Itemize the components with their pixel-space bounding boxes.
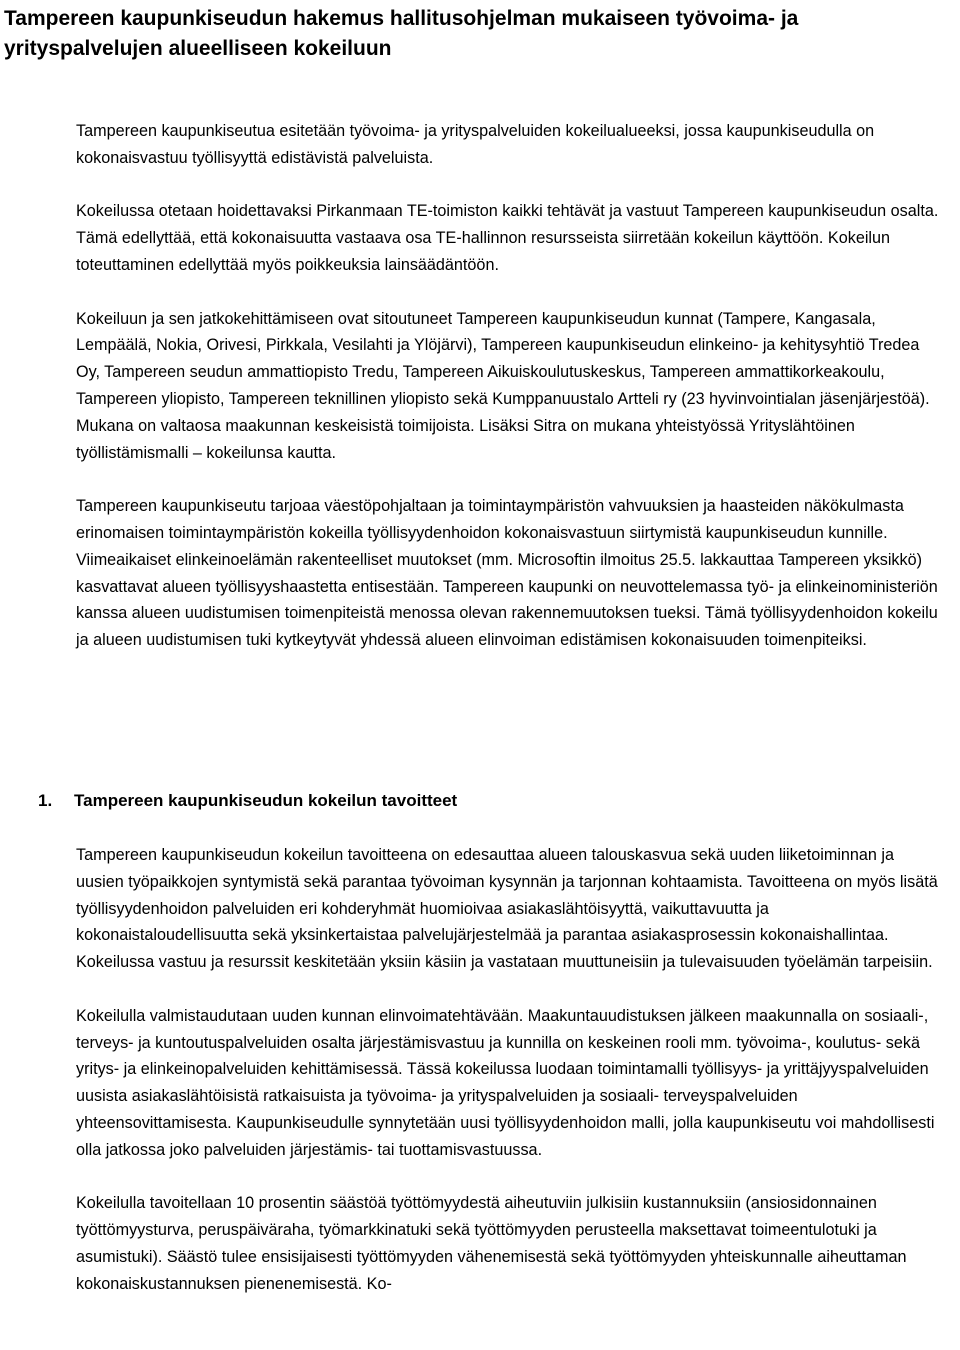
- section-title: Tampereen kaupunkiseudun kokeilun tavoitteet: [74, 791, 458, 810]
- paragraph: Kokeilulla tavoitellaan 10 prosentin säästöä työttömyydestä aiheutuviin julkisiin kustannuksiin (ansiosidonnainen työttömyysturva, peruspäiväraha, työmarkkinatuki sekä työttömyyden perusteella maksettavat toimeentulotuki ja asumistuki). Säästö tulee ensisijaisesti työttömyyden vähenemisestä sekä työttömyyden yhteiskunnalle aiheuttaman kokonaiskustannuksen pienenemisestä. Ko-: [76, 1194, 907, 1293]
- paragraph: Kokeilulla valmistaudutaan uuden kunnan elinvoimatehtävään. Maakuntauudistuksen jälkeen maakunnalla on sosiaali-, terveys- ja kuntoutuspalveluiden osalta järjestämisvastuu ja kunnilla on keskeinen rooli mm. työvoima-, koulutus- sekä yritys- ja elinkeinopalveluiden kehittämisessä. Tässä kokeilussa luodaan toimintamalli työllisyys- ja yrittäjyyspalveluiden uusista asiakaslähtöisistä ratkaisuista ja työvoima- ja yrityspalveluiden ja sosiaali- terveyspalveluiden yhteensovittamisesta. Kaupunkiseudulle synnytetään uusi työllisyydenhoidon malli, jolla kaupunkiseutu voi mahdollisesti olla jatkossa joko palveluiden järjestämis- tai tuottamisvastuussa.: [76, 1006, 935, 1159]
- paragraph: Kokeilussa otetaan hoidettavaksi Pirkanmaan TE-toimiston kaikki tehtävät ja vastuut Tampereen kaupunkiseudun osalta. Tämä edellyttää, että kokonaisuutta vastaava osa TE-hallinnon resursseista siirretään kokeilun käyttöön. Kokeilun toteuttaminen edellyttää myös poikkeuksia lainsäädäntöön.: [76, 202, 939, 274]
- paragraph: Tampereen kaupunkiseutu tarjoaa väestöpohjaltaan ja toimintaympäristön vahvuuksien ja haasteiden näkökulmasta erinomaisen toimintaympäristön kokeilla työllisyydenhoidon kokonaisvastuun siirtymistä kaupunkiseudun kunnille. Viimeaikaiset elinkeinoelämän rakenteelliset muutokset (mm. Microsoftin ilmoitus 25.5. lakkauttaa Tampereen yksikkö) kasvattavat alueen työllisyyshaastetta entisestään. Tampereen kaupunki on neuvottelemassa työ- ja elinkeinoministeriön kanssa alueen uudistumisen toimenpiteistä menossa olevan rakennemuutoksen tueksi. Tämä työllisyydenhoidon kokeilu ja alueen uudistumisen tuki kytkeytyvät yhdessä alueen elinvoiman edistämisen kokonaisuuden toimenpiteiksi.: [76, 497, 938, 650]
- section-number: 1.: [38, 791, 53, 810]
- paragraph: Tampereen kaupunkiseutua esitetään työvoima- ja yrityspalveluiden kokeilualueeksi, jossa kaupunkiseudulla on kokonaisvastuu työllisyyttä edistävistä palveluista.: [76, 122, 875, 167]
- section-text: [76, 842, 942, 1324]
- document-title: Tampereen kaupunkiseudun hakemus hallitusohjelman mukaiseen työvoima- ja yrityspalvelujen alueelliseen kokeiluun: [4, 7, 799, 60]
- paragraph: Tampereen kaupunkiseudun kokeilun tavoitteena on edesauttaa alueen talouskasvua sekä uuden liiketoiminnan ja uusien työpaikkojen syntymistä sekä parantaa työvoiman kysynnän ja tarjonnan kohtaamista. Tavoitteena on myös lisätä työllisyydenhoidon palveluiden eri kohderyhmät huomioivaa asiakaslähtöisyyttä, vaikuttavuutta ja kokonaistaloudellisuutta sekä yksinkertaistaa palvelujärjestelmää ja parantaa asiakasprosessin kokonaishallintaa. Kokeilussa vastuu ja resurssit keskitetään yksiin käsiin ja vastataan muuttuneisiin ja tulevaisuuden työelämän tarpeisiin.: [76, 846, 938, 972]
- intro-text: [76, 118, 942, 681]
- paragraph: Kokeiluun ja sen jatkokehittämiseen ovat sitoutuneet Tampereen kaupunkiseudun kunnat (Tampere, Kangasala, Lempäälä, Nokia, Orivesi, Pirkkala, Vesilahti ja Ylöjärvi), Tampereen kaupunkiseudun elinkeino- ja kehitysyhtiö Tredea Oy, Tampereen seudun ammattiopisto Tredu, Tampereen Aikuiskoulutuskeskus, Tampereen ammattikorkeakoulu, Tampereen yliopisto, Tampereen teknillinen yliopisto sekä Kumppanuustalo Artteli ry (23 hyvinvointialan jäsenjärjestöä). Mukana on valtaosa maakunnan keskeisistä toimijoista. Lisäksi Sitra on mukana yhteistyössä Yrityslähtöinen työllistämismalli – kokeilunsa kautta.: [76, 309, 930, 462]
- section-heading: [38, 788, 918, 814]
